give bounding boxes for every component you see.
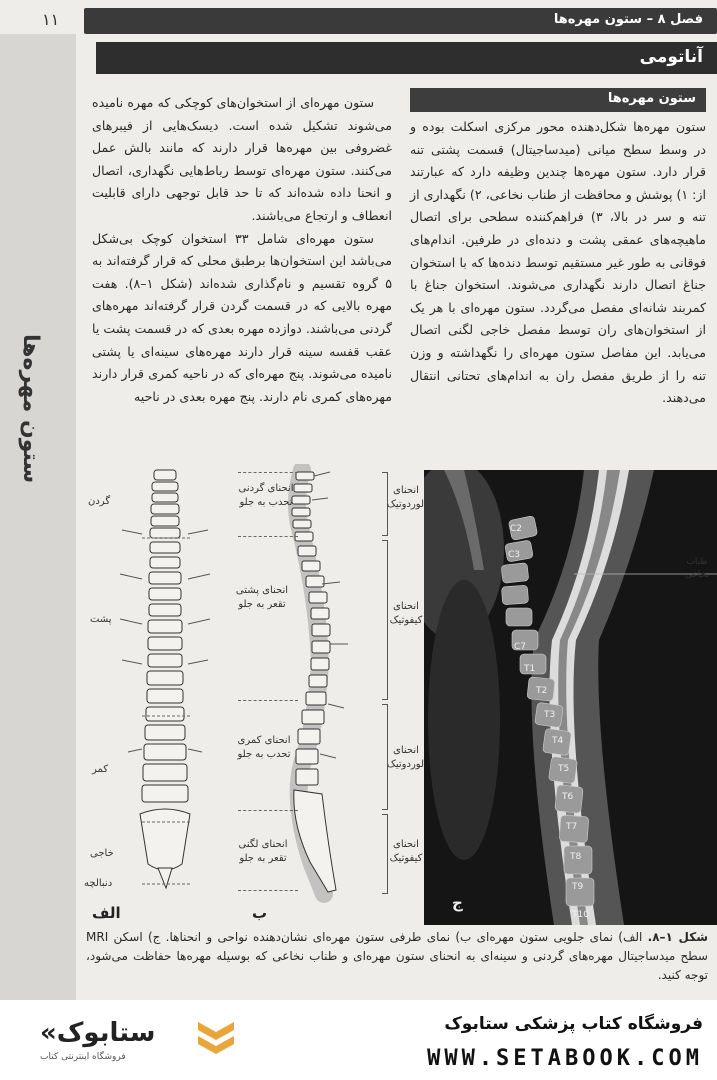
curve-type-cervical: انحنای لوردوتیک	[386, 485, 424, 510]
store-url[interactable]: WWW.SETABOOK.COM	[427, 1046, 703, 1071]
spinal-cord-label: طناب نخاعی	[685, 557, 709, 580]
paragraph: ستون مهره‌ای از استخوان‌های کوچکی که مهره نامیده می‌شوند تشکیل شده است. دیسک‌هایی از فیبرهای غضروفی بین مهره‌ها قرار دارند که مانند بالش عمل می‌کنند. ستون مهره‌ای توسط رباط‌هایی نگهداری، اتصال و انحنا داده شده‌اند که تا حد قابل توجهی دارای قابلیت انعطاف و ارتجاع می‌باشند.	[92, 95, 392, 223]
vertebra-label: T5	[558, 764, 570, 774]
curve-type-lumbar: انحنای لوردوتیک	[386, 745, 424, 770]
curve-desc-cervical: انحنای گردنی تحدب به جلو	[238, 483, 294, 508]
subheading: ستون مهره‌ها	[607, 91, 696, 106]
curve-desc-lumbar: انحنای کمری تحدب به جلو	[237, 735, 291, 760]
section-title: آناتومی	[639, 47, 703, 67]
left-column	[92, 92, 392, 408]
vertebra-label: T9	[572, 882, 584, 892]
vertebra-label: C3	[508, 550, 521, 560]
region-divider	[238, 810, 298, 811]
region-divider	[238, 472, 298, 473]
curve-type-thoracic: انحنای کیفوتیک	[389, 601, 423, 626]
vertebra-label: T6	[562, 792, 574, 802]
vertebra-label: T7	[566, 822, 578, 832]
curve-type-sacral: انحنای کیفوتیک	[389, 839, 423, 864]
paragraph: ستون مهره‌ها شکل‌دهنده محور مرکزی اسکلت بوده و در وسط سطح میانی (میدساجیتال) قسمت پشتی تنه قرار دارد. ستون مهره‌ها چندین وظیفه دارد که عبارتند از: ۱) پوشش و محافظت از طناب نخاعی، ۲) نگهداری از تنه و سر در بالا، ۳) فراهم‌کننده سطحی برای اتصال ماهیچه‌های عمقی پشت و دنده‌ای در طرفین. اندام‌های فوقانی به طور غیر مستقیم توسط دنده‌ها که با استخوان جناغ اتصال دارند نگهداری می‌شوند. استخوان جناغ با کمربند شانه‌ای مفصل می‌گردد. ستون مهره‌ای با هر یک از استخوان‌های ران توسط مفصل خاجی لگنی اتصال می‌یابد. این مفاصل ستون مهره‌ای را نگهداشته و وزن تنه را از طریق مفصل ران به اندام‌های تحتانی انتقال می‌دهند.	[410, 119, 706, 406]
vertebra-label: T1	[524, 664, 536, 674]
paragraph: ستون مهره‌ای شامل ۳۳ استخوان کوچک بی‌شکل می‌باشد این استخوان‌ها برطبق محلی که قرار گرفته‌اند به ۵ گروه تقسیم و نام‌گذاری شده‌اند (شکل ۱–۸). هفت مهره بالایی که در قسمت گردن قرار گرفته‌اند مهره‌های گردنی می‌باشند. دوازده مهره بعدی که در قسمت پشت یا عقب قفسه سینه قرار دارند مهره‌های سینه‌ای یا پشتی نامیده می‌شوند. پنج مهره‌ای که در ناحیه کمری قرار دارند مهره‌های کمری نام دارند. پنج مهره بعدی در ناحیه	[92, 230, 392, 404]
figure-panel-a	[82, 464, 232, 922]
logo-subtitle: فروشگاه اینترنتی کتاب	[40, 1052, 126, 1062]
vertebra-label: T3	[544, 710, 556, 720]
logo-wordmark: «ستابوک	[40, 1018, 156, 1048]
region-label-lumbar: کمر	[92, 764, 109, 775]
caption-label: شکل ۱–۸.	[647, 930, 708, 944]
panel-letter-c: ج	[452, 894, 463, 912]
region-label-thoracic: پشت	[90, 614, 112, 625]
curve-desc-sacral: انحنای لگنی تقعر به جلو	[238, 839, 288, 864]
figure-panel-c-mri	[424, 470, 717, 925]
subheading-box	[410, 88, 706, 112]
region-divider	[238, 890, 298, 891]
vertebra-label: T4	[552, 736, 564, 746]
figure-panel-b	[232, 464, 424, 922]
side-rail	[0, 34, 76, 1000]
region-divider	[238, 700, 298, 701]
spine-anterior-illustration	[82, 464, 232, 904]
right-column	[410, 116, 706, 410]
region-label-cervical: گردن	[88, 496, 111, 507]
region-divider	[238, 536, 298, 537]
region-label-sacral: خاجی	[90, 848, 114, 859]
store-name: فروشگاه کتاب پزشکی ستابوک	[444, 1014, 703, 1034]
store-footer	[0, 1000, 717, 1080]
vertebra-label: T10	[572, 910, 589, 920]
caption-text: الف) نمای جلویی ستون مهره‌ای ب) نمای طرفی ستون مهره‌ای نشان‌دهنده نواحی و انحناها. ج) اسکن MRI سطح میدساجیتال مهره‌های گردنی و سینه‌ای به انحنای ستون مهره‌ای و طناب نخاعی که بوسیله مهره‌ها حفاظت می‌شود، توجه کنید.	[86, 930, 708, 982]
vertebra-label: C7	[514, 642, 527, 652]
panel-letter-b: ب	[252, 904, 268, 922]
vertebra-label: T8	[570, 852, 582, 862]
vertebra-label: T2	[536, 686, 548, 696]
curve-desc-thoracic: انحنای پشتی تقعر به جلو	[235, 585, 289, 610]
figure-caption	[86, 928, 708, 985]
vertebra-label: C2	[510, 524, 523, 534]
chapter-header-bar	[84, 8, 717, 34]
region-label-coccyx: دنبالچه	[84, 878, 113, 889]
section-band	[96, 42, 717, 74]
logo-chevron-icon	[196, 1014, 236, 1064]
panel-letter-a: الف	[92, 904, 121, 922]
page-number: ۱۱	[42, 10, 60, 29]
chapter-title: فصل ۸ – ستون مهره‌ها	[553, 12, 703, 27]
rail-chapter-label: ستون مهره‌ها	[18, 334, 43, 484]
